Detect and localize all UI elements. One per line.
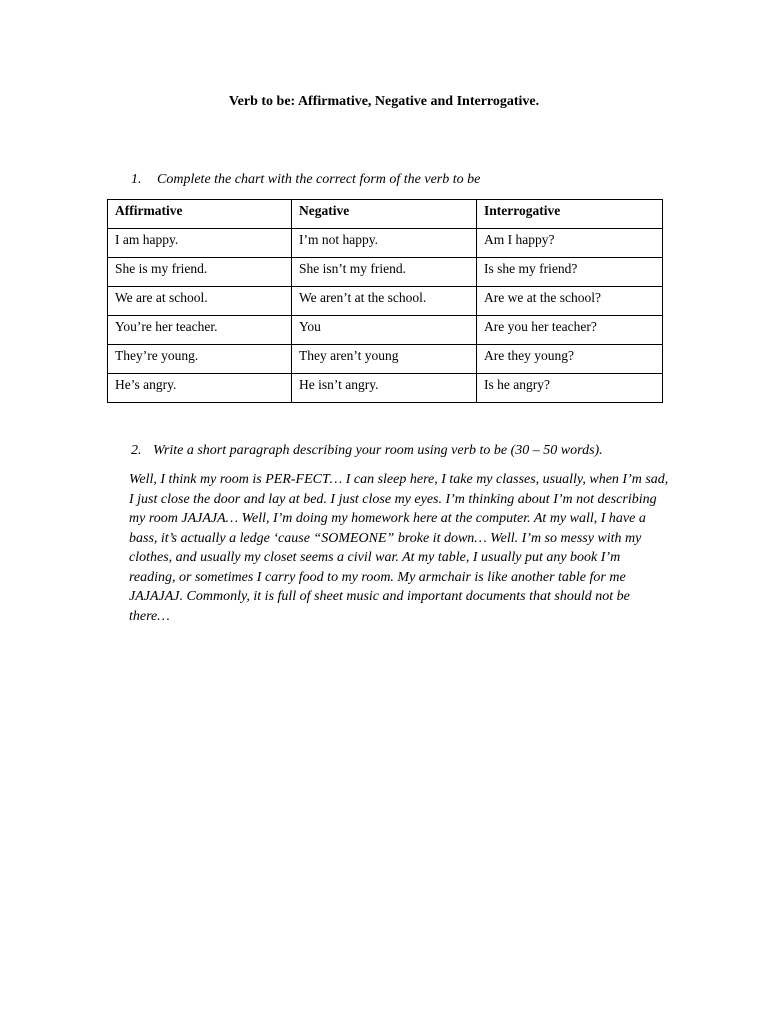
header-interrogative: Interrogative	[477, 200, 663, 229]
cell-affirmative: She is my friend.	[108, 258, 292, 287]
table-row	[108, 258, 663, 287]
room-description-paragraph: Well, I think my room is PER-FECT… I can sleep here, I take my classes, usually, when I’m sad, I just close the door and lay at bed. I just close my eyes. I’m thinking about I’m not describing my room JAJAJA… Well, I’m doing my homework here at the computer. At my wall, I have a bass, it’s actually a ledge ‘cause “SOMEONE” broke it down… Well. I’m so messy with my clothes, and usually my closet seems a civil war. At my table, I usually put any book I’m reading, or sometimes I carry food to my room. My armchair is like another table for me JAJAJAJ. Commonly, it is full of sheet music and important documents that should not be there…	[129, 472, 669, 624]
exercise-1-text: Complete the chart with the correct form of the verb to be	[157, 172, 481, 187]
cell-affirmative: We are at school.	[108, 287, 292, 316]
exercise-1-number: 1.	[131, 172, 142, 187]
table-row	[108, 316, 663, 345]
cell-interrogative: Is he angry?	[477, 374, 663, 403]
table-row	[108, 229, 663, 258]
cell-affirmative: They’re young.	[108, 345, 292, 374]
cell-affirmative: He’s angry.	[108, 374, 292, 403]
cell-negative: I’m not happy.	[292, 229, 477, 258]
cell-interrogative: Are we at the school?	[477, 287, 663, 316]
table-header-row	[108, 200, 663, 229]
cell-negative: You	[292, 316, 477, 345]
header-affirmative: Affirmative	[108, 200, 292, 229]
cell-negative: We aren’t at the school.	[292, 287, 477, 316]
table-row	[108, 374, 663, 403]
cell-negative: She isn’t my friend.	[292, 258, 477, 287]
cell-affirmative: I am happy.	[108, 229, 292, 258]
document-title: Verb to be: Affirmative, Negative and Interrogative.	[228, 94, 540, 109]
exercise-2-number: 2.	[131, 443, 142, 458]
cell-interrogative: Are they young?	[477, 345, 663, 374]
exercise-2-text: Write a short paragraph describing your room using verb to be (30 – 50 words).	[153, 443, 603, 458]
table-row	[108, 287, 663, 316]
cell-affirmative: You’re her teacher.	[108, 316, 292, 345]
cell-interrogative: Are you her teacher?	[477, 316, 663, 345]
cell-negative: He isn’t angry.	[292, 374, 477, 403]
exercise-2-instruction	[131, 442, 603, 459]
cell-negative: They aren’t young	[292, 345, 477, 374]
table-row	[108, 345, 663, 374]
verb-to-be-table	[107, 199, 663, 403]
header-negative: Negative	[292, 200, 477, 229]
exercise-1-instruction	[131, 171, 480, 188]
cell-interrogative: Is she my friend?	[477, 258, 663, 287]
cell-interrogative: Am I happy?	[477, 229, 663, 258]
